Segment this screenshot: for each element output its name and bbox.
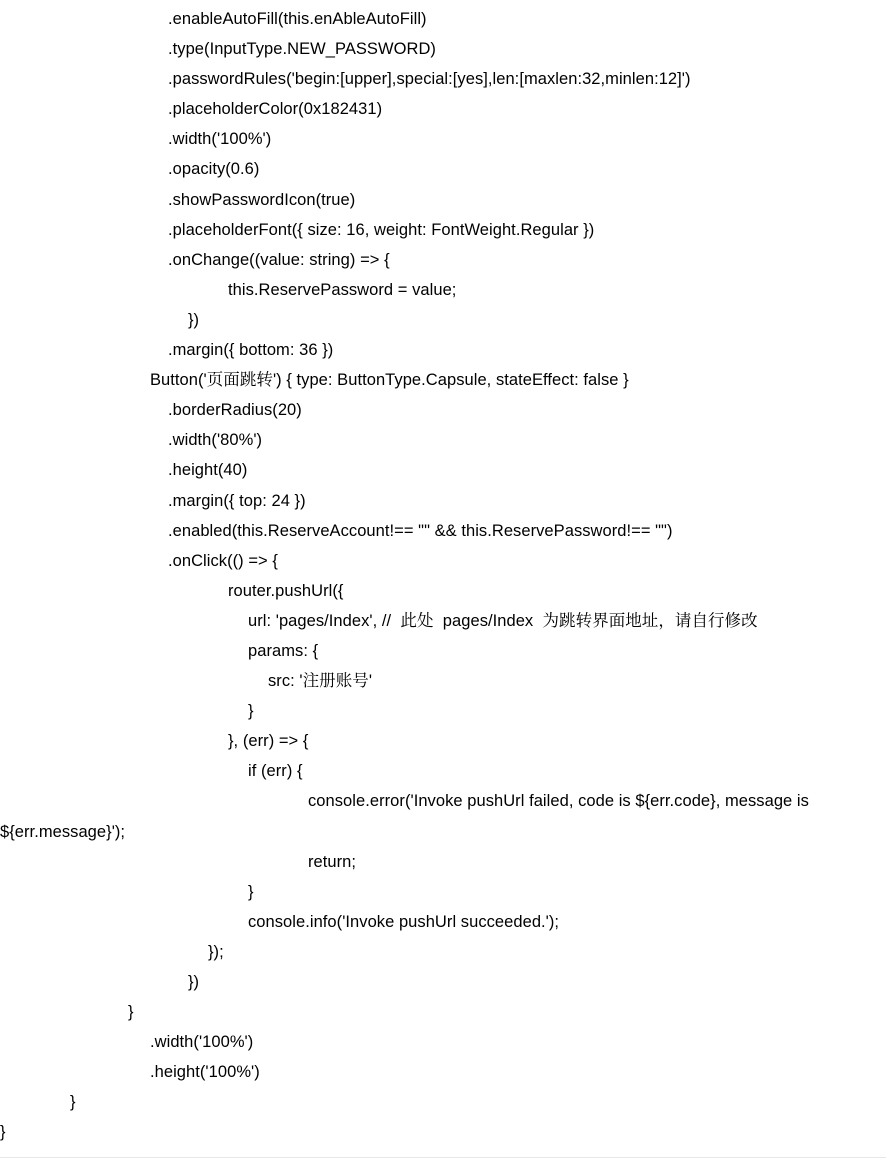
code-line: .height(40) — [168, 461, 248, 480]
code-line: .margin({ bottom: 36 }) — [168, 341, 334, 360]
code-line: .height('100%') — [150, 1063, 260, 1082]
code-line: .borderRadius(20) — [168, 401, 302, 420]
code-line: } — [248, 882, 254, 901]
code-line: return; — [308, 852, 357, 871]
code-line: router.pushUrl({ — [228, 581, 344, 600]
code-line: .width('100%') — [168, 130, 272, 149]
code-line: .placeholderFont({ size: 16, weight: FontWeight.Regular }) — [168, 220, 595, 239]
code-line: console.error('Invoke pushUrl failed, code is ${err.code}, message is ${err.message}'); — [0, 792, 814, 841]
code-line: Button('页面跳转') { type: ButtonType.Capsule, stateEffect: false } — [150, 371, 629, 390]
code-line: }) — [188, 310, 200, 329]
code-line: src: '注册账号' — [268, 672, 373, 691]
code-line: }); — [208, 942, 224, 961]
code-line: .type(InputType.NEW_PASSWORD) — [168, 40, 436, 59]
code-line: } — [70, 1093, 76, 1112]
code-line: url: 'pages/Index', // 此处 pages/Index 为跳转界面地址，请自行修改 — [248, 611, 758, 630]
code-line: } — [0, 1123, 6, 1142]
code-line: .showPasswordIcon(true) — [168, 190, 356, 209]
code-line: }) — [188, 973, 200, 991]
code-block — [0, 4, 886, 1148]
code-line: if (err) { — [248, 762, 303, 781]
code-line: .placeholderColor(0x182431) — [168, 100, 383, 119]
code-line: .onClick(() => { — [168, 551, 278, 570]
code-line: .width('80%') — [168, 431, 263, 450]
code-line: .enabled(this.ReserveAccount!== "" && this.ReservePassword!== "") — [168, 521, 673, 540]
code-line: console.info('Invoke pushUrl succeeded.'); — [248, 912, 560, 931]
code-line: .passwordRules('begin:[upper],special:[yes],len:[maxlen:32,minlen:12]') — [168, 70, 691, 89]
code-line: .enableAutoFill(this.enAbleAutoFill) — [168, 10, 427, 28]
code-line: this.ReservePassword = value; — [228, 280, 457, 299]
code-line: .opacity(0.6) — [168, 160, 260, 179]
code-line: .margin({ top: 24 }) — [168, 491, 306, 510]
code-line: params: { — [248, 641, 319, 660]
code-line: .width('100%') — [150, 1033, 254, 1052]
code-line: .onChange((value: string) => { — [168, 250, 390, 269]
code-line: } — [128, 1003, 134, 1022]
code-line: }, (err) => { — [228, 732, 309, 751]
code-line: } — [248, 702, 254, 721]
